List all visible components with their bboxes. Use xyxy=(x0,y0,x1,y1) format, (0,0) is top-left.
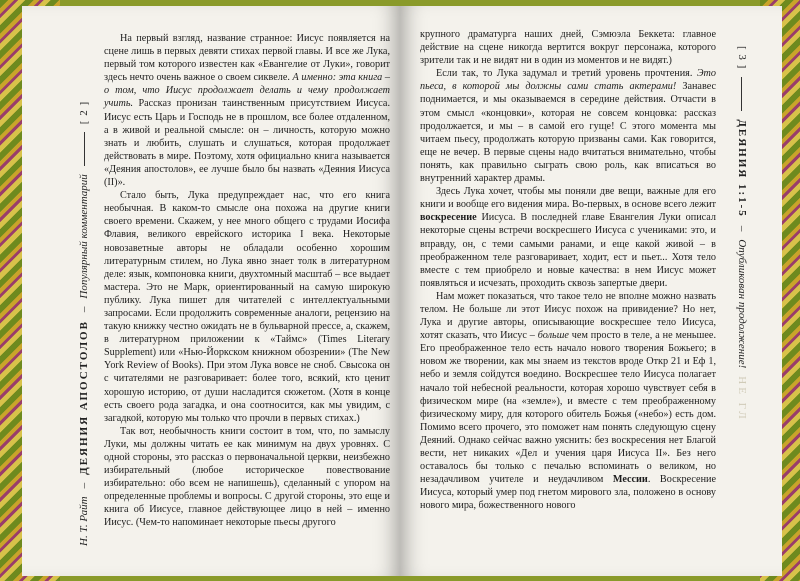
text-run: крупного драматурга наших дней, Сэмюэла Беккета: главное действие на сцене никогда вертится вокруг персонажа, которого зрители так и не видят ни в один из моментов и не видят.) xyxy=(420,29,716,67)
page-number: [ 3 ] xyxy=(736,46,748,70)
text-run: На первый взгляд, название странное: Иисус появляется на сцене лишь в первых девяти стихах первой главы. И все же Лука, первый том которого известен как «Евангелие от Луки», говорит здесь нечто очень важное о своем сиквеле. xyxy=(104,33,390,84)
paragraph xyxy=(104,32,390,189)
divider-rule xyxy=(84,132,85,166)
text-run: Нам может показаться, что такое тело не вполне можно назвать телом. Не больше ли этот Иисус похож на привидение? Но нет, Лука и другие авторы, описывающие воскресшее тело Иисуса, хотят сказать, что Иисус – xyxy=(420,290,716,342)
author-name: Н. Т. Райт xyxy=(78,496,90,546)
emphasis-text: А именно: эта книга – о том, что Иисус продолжает делать и чему продолжает учить. xyxy=(104,72,390,110)
left-page-text xyxy=(104,32,390,530)
paragraph xyxy=(420,28,716,67)
right-page xyxy=(400,6,782,576)
text-run: Здесь Лука хочет, чтобы мы поняли две вещи, важные для его книги и вообще его видения мира. Во-первых, в основе всего лежит xyxy=(420,186,716,211)
left-running-head xyxy=(60,46,90,546)
dash: – xyxy=(78,306,90,313)
faint-bleed-text: НЕ ГЛ xyxy=(736,376,748,422)
text-run: Занавес поднимается, и мы оказываемся в середине действия. Отчасти в этом смысл «концовки», которая не совсем концовка: рассказ продолжается, и мы – в самой его гуще! С этого момента мы читаем пьесу, продолжать которую призваны сами. Как говорится, еще не вечер. В первые сцены надо вчитаться внимательно, чтобы понять, как правильно сыграть свою роль, как вписаться во внутренний характер драмы. xyxy=(420,81,716,185)
dash: – xyxy=(78,482,90,489)
paragraph xyxy=(420,290,716,513)
emphasis-text: больше xyxy=(537,330,569,342)
dash: – xyxy=(736,225,748,232)
paragraph xyxy=(104,189,390,425)
right-page-text xyxy=(420,28,716,512)
left-page xyxy=(22,6,400,576)
text-run: Если так, то Лука задумал и третий уровень прочтения. xyxy=(436,68,697,80)
divider-rule xyxy=(742,77,743,111)
emphasis-text: Это пьеса, в которой мы должны сами стать актерами! xyxy=(420,68,716,93)
bold-text: Мессии xyxy=(612,474,648,486)
paragraph xyxy=(104,425,390,530)
book-subtitle: Популярный комментарий xyxy=(78,174,90,299)
section-title: Опубликован продолжение! xyxy=(736,239,748,369)
paragraph xyxy=(420,67,716,185)
text-run: . Воскресение Иисуса, который умер под гнетом мирового зла, положено в основу нового мира, божественного нового xyxy=(420,474,717,512)
open-book xyxy=(22,6,782,576)
chapter-reference: ДЕЯНИЯ 1:1-5 xyxy=(736,119,748,218)
text-run: Так вот, необычность книги состоит в том, что, по замыслу Луки, мы должны читать ее как минимум на двух уровнях. С одной стороны, это рассказ о первоначальной церкви, неизбежно избирательный (любое историческое повествование избирательно: обо всем не напишешь), сделанный с упором на определенные проблемы и вопросы. С другой стороны, это еще и книга об Иисусе, главное действующее лицо в ней – именно Иисус. (Чем-то напоминает некоторые пьесы другого xyxy=(104,425,390,529)
text-run: чем просто в теле, а не меньшее. Его преображенное тело есть начало нового творения Божьего; в новом же творении, как мы знаем из текстов вроде Откр 21 и Еф 1, небо и земля сойдутся воедино. Воскресшее тело Иисуса полагает начало той небесной реальности, которая хорошо чувствует себя в физическом мире (на «земле»), и вместе с тем преображенному физическому миру, для которого обитель Божья («небо») есть дом. Помимо всего прочего, это поможет нам понять следующую сцену Деяний. Однако сейчас важно уяснить: без воскресения нет Благой вести, нет никаких «Дел и учения царя Иисуса II». Без него оставалось бы только с печалью вспоминать о великом, но незадачливом учителе и неудачливом xyxy=(420,330,716,486)
right-running-head xyxy=(736,46,766,546)
text-run: Стало быть, Лука предупреждает нас, что его книга необычная. В каком-то смысле она похожа на другие книги своего времени. Скажем, у нее много общего с трудами Иосифа Флавия, великого еврейского историка I века. Некоторые новозаветные авторы не обладали особенно хорошим литературным стилем, но Лука явно знает толк в литературном деле: язык, компоновка книги, двухтомный масштаб – все выдает мастера. Это не Марк, ориентированный на самую широкую публику. Лука пишет для читателей с интеллектуальными запросами. Если продолжить современные аналоги, рецензию на такую книжку честно ожидать не в бульварной прессе, а, скажем, в литературном приложении к «Таймс» (Times Literary Supplement) или «Нью-Йоркском книжном обозрении» (The New York Review of Books). При этом Лука вовсе не сноб. Свысока он с читателями не разговаривает: более того, всякий, кто ценит хорошую историю, от души насладится сюжетом. (Хотя в конце есть своего рода загадка, и она соотносится, как мы увидим, с загадкой, которую мы только что прочли в первых стихах.) xyxy=(104,190,390,424)
book-title: ДЕЯНИЯ АПОСТОЛОВ xyxy=(78,320,90,475)
text-run: Рассказ пронизан таинственным присутствием Иисуса. Иисус есть Царь и Господь не в прошлом, все более отдаленном, а в живой и реальной смысле: он – личность, которую можно знать и любить, слушать и слушаться, которая продолжает действовать в мире. Поэтому, хотя официально книга называется «Деяния апостолов», ее лучше было бы назвать «Деяния Иисуса (II)». xyxy=(104,98,390,189)
paragraph xyxy=(420,185,716,290)
bold-text: воскресение xyxy=(420,212,477,224)
text-run: Иисуса. В последней главе Евангелия Луки описал некоторые сцены встречи воскресшего Иисуса с учениками: это, и вправду, он, с теми самыми ранами, и еще какой живой – в преображенном теле разговаривает, ходит, ест и пьет... Хотя тело вместе с тем приобрело и новые качества: в нем Иисус может появляться и исчезать, проходить сквозь запертые двери. xyxy=(420,212,716,289)
page-number: [ 2 ] xyxy=(78,100,90,125)
